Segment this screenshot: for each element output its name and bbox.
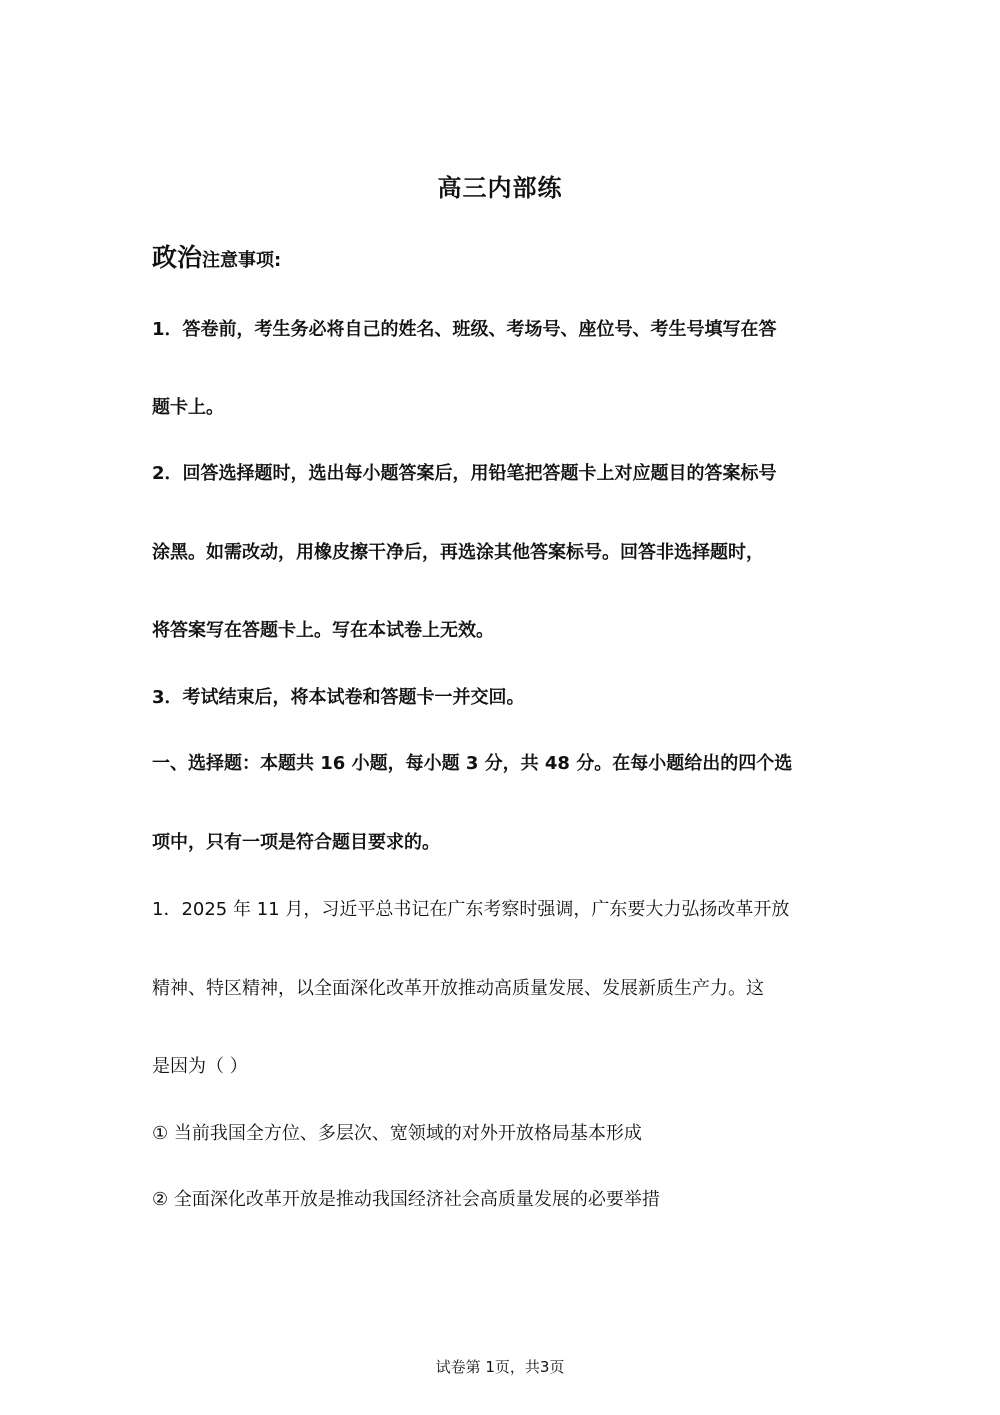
instruction-line: 3．考试结束后，将本试卷和答题卡一并交回。 — [152, 687, 525, 708]
instruction-line: 1．答卷前，考生务必将自己的姓名、班级、考场号、座位号、考生号填写在答 — [152, 319, 777, 340]
page-title: 高三内部练 — [437, 174, 563, 202]
page-footer: 试卷第 1页，共3页 — [435, 1358, 565, 1376]
question-option: ② 全面深化改革开放是推动我国经济社会高质量发展的必要举措 — [152, 1189, 660, 1210]
instruction-line: 涂黑。如需改动，用橡皮擦干净后，再选涂其他答案标号。回答非选择题时， — [152, 542, 764, 563]
section-heading-line: 一、选择题：本题共 16 小题，每小题 3 分，共 48 分。在每小题给出的四个选 — [152, 753, 793, 774]
subject-label: 政治 — [152, 243, 203, 272]
question-stem-line: 是因为（ ） — [152, 1056, 248, 1077]
instruction-line: 2．回答选择题时，选出每小题答案后，用铅笔把答题卡上对应题目的答案标号 — [152, 463, 777, 484]
question-option: ① 当前我国全方位、多层次、宽领域的对外开放格局基本形成 — [152, 1123, 642, 1144]
section-heading-line: 项中，只有一项是符合题目要求的。 — [152, 832, 440, 853]
question-stem-line: 精神、特区精神，以全面深化改革开放推动高质量发展、发展新质生产力。这 — [152, 978, 764, 999]
instruction-line: 将答案写在答题卡上。写在本试卷上无效。 — [152, 620, 494, 641]
question-stem-line: 1．2025 年 11 月，习近平总书记在广东考察时强调，广东要大力弘扬改革开放 — [152, 899, 790, 920]
subject-heading — [152, 238, 281, 274]
instruction-line: 题卡上。 — [152, 397, 224, 418]
notice-heading: 注意事项: — [202, 250, 282, 271]
